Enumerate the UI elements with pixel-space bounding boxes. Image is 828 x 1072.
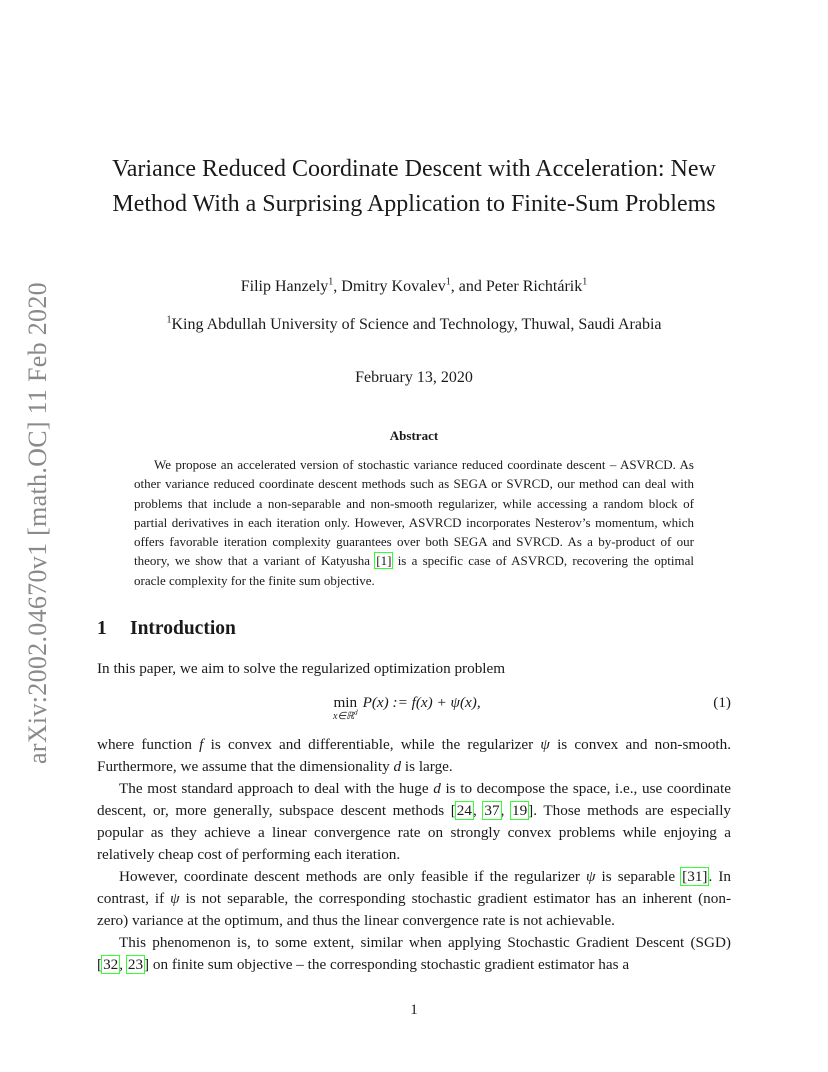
author-separator: ,: [333, 278, 342, 295]
cite-separator: ,: [500, 802, 511, 819]
abstract-heading: Abstract: [389, 428, 439, 443]
text: is convex and differentiable, while the regularizer: [203, 736, 541, 753]
author-separator: , and: [450, 278, 486, 295]
affiliation: [100, 316, 728, 334]
author-name: Peter Richtárik: [485, 278, 583, 295]
section-number: 1: [97, 618, 107, 639]
publication-date: February 13, 2020: [355, 369, 473, 386]
intro-paragraph: [97, 932, 731, 976]
affiliation-text: King Abdullah University of Science and Technology, Thuwal, Saudi Arabia: [171, 316, 662, 333]
equation-1: [97, 694, 731, 728]
math-var: ψ: [170, 890, 180, 907]
author-name: Dmitry Kovalev: [341, 278, 446, 295]
citation-link[interactable]: [1]: [376, 553, 392, 569]
text: is separable: [595, 868, 682, 885]
math-var: d: [433, 780, 441, 797]
text: . Those methods are especially popular as they achieve a linear convergence rate on strongly convex problems while enjoying a relatively cheap cost of performing each iteration.: [97, 802, 732, 863]
min-subscript: [333, 708, 358, 722]
citation-link[interactable]: 19: [511, 802, 528, 819]
arxiv-identifier-stamp: [18, 268, 58, 778]
abstract-text: is a specific case of ASVRCD, recovering the optimal oracle complexity for the finite sum objective.: [134, 553, 694, 588]
text: However, coordinate descent methods are only feasible if the regularizer: [119, 868, 587, 885]
cite-bracket: [: [450, 802, 456, 819]
citation-link[interactable]: 32: [103, 956, 119, 973]
section-title: Introduction: [130, 618, 236, 639]
author-affil-mark: 1: [445, 276, 451, 288]
text: is convex and non-smooth. Furthermore, we assume that the dimensionality: [97, 736, 732, 775]
cite-bracket: ]: [528, 802, 534, 819]
text: is not separable, the corresponding stochastic gradient estimator has an inherent (non-zero) variance at the optimum, and thus the linear convergence rate is not achievable.: [97, 890, 731, 929]
paper-title: Variance Reduced Coordinate Descent with Acceleration: New Method With a Surprising Application to Finite-Sum Problems: [112, 156, 716, 217]
intro-paragraph: [97, 866, 731, 932]
text: . In contrast, if: [97, 868, 732, 907]
intro-paragraph: In this paper, we aim to solve the regularized optimization problem: [97, 660, 506, 677]
text: This phenomenon is, to some extent, similar when applying Stochastic Gradient Descent (SGD): [119, 934, 731, 951]
cite-separator: ,: [472, 802, 484, 819]
author-affil-mark: 1: [328, 276, 334, 288]
author-list: [100, 278, 728, 296]
text: The most standard approach to deal with the huge: [119, 780, 434, 797]
math-var: ψ: [586, 868, 596, 885]
math-var: ψ: [540, 736, 550, 753]
min-op: min: [333, 694, 358, 711]
author-name: Filip Hanzely: [240, 278, 329, 295]
citation-link[interactable]: [31]: [682, 868, 708, 885]
affiliation-mark: 1: [166, 314, 172, 326]
equation-expression: P(x) := f(x) + ψ(x),: [362, 694, 481, 711]
citation-link[interactable]: 24: [456, 802, 472, 819]
section-heading: [97, 618, 236, 640]
subscript-power: d: [354, 708, 358, 717]
equation-min-operator: [333, 694, 358, 722]
math-var: f: [199, 736, 204, 753]
abstract-text: We propose an accelerated version of stochastic variance reduced coordinate descent – ASVRCD. As other variance reduced coordinate descent methods such as SEGA or SVRCD, our method can deal with problems that include a non-separable and non-smooth regularizer, while accessing a random block of partial derivatives in each iteration only. However, ASVRCD incorporates Nesterov’s momentum, which offers favorable iteration complexity guarantees over both SEGA and SVRCD. As a by-product of our theory, we show that a variant of Katyusha: [134, 457, 694, 569]
text: is large.: [401, 758, 453, 775]
intro-paragraph: [97, 778, 731, 866]
subscript-text: x∈ℝ: [333, 711, 355, 722]
abstract-body: [134, 455, 694, 590]
citation-link[interactable]: 37: [484, 802, 500, 819]
page-number: 1: [410, 1002, 418, 1018]
arxiv-id-text: arXiv:2002.04670v1 [math.OC] 11 Feb 2020: [23, 282, 52, 764]
cite-separator: ,: [119, 956, 127, 973]
cite-bracket: ]: [144, 956, 150, 973]
math-var: d: [393, 758, 402, 775]
cite-bracket: [: [97, 956, 103, 973]
intro-paragraph: [97, 734, 731, 778]
citation-link[interactable]: 23: [127, 956, 144, 973]
author-affil-mark: 1: [582, 276, 588, 288]
text: where function: [97, 736, 200, 753]
text: on finite sum objective – the corresponding stochastic gradient estimator has a: [149, 956, 630, 973]
text: is to decompose the space, i.e., use coordinate descent, or, more generally, subspace descent methods: [97, 780, 731, 819]
equation-label: (1): [713, 694, 731, 711]
